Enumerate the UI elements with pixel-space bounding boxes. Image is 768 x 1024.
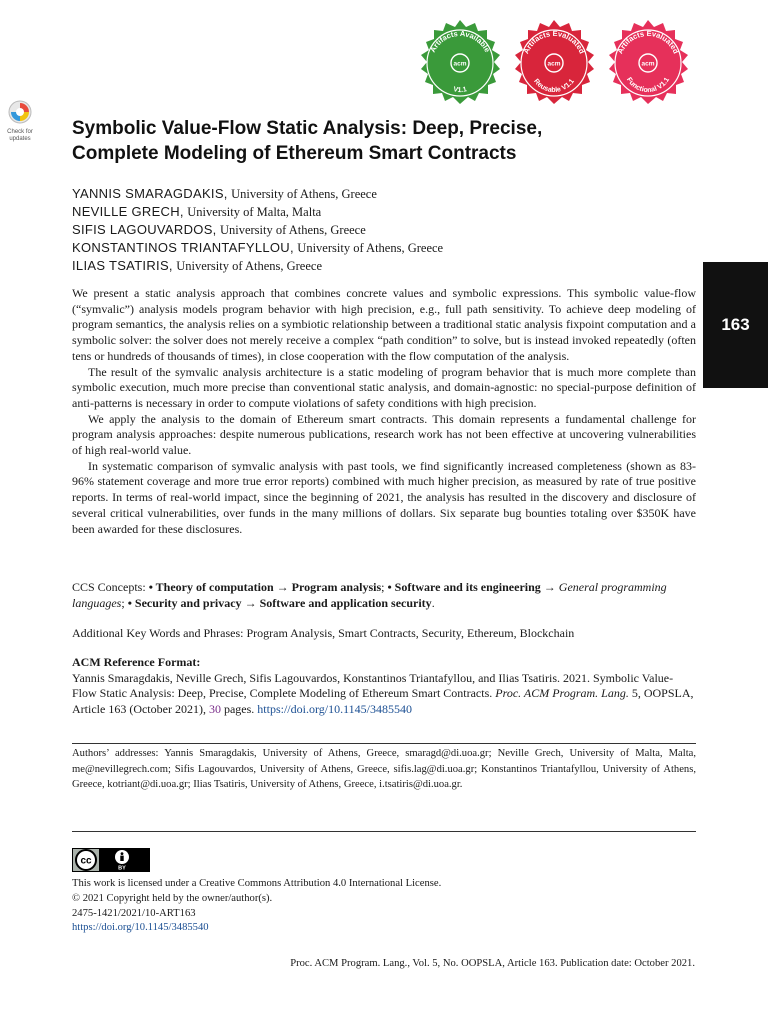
svg-text:Functional V1.1: Functional V1.1 <box>624 76 672 95</box>
svg-text:acm: acm <box>547 60 561 68</box>
svg-text:BY: BY <box>118 865 126 872</box>
author-affiliation: University of Athens, Greece <box>231 187 377 201</box>
divider <box>72 831 696 832</box>
artifacts-reusable-seal-icon <box>508 18 600 110</box>
author-entry <box>72 185 692 203</box>
license-info <box>72 877 572 936</box>
abstract-paragraph-4: In systematic comparison of symvalic analysis with past tools, we find significantly increased completeness (shown as 83-96% statement coverage and more true error reports) combined with much higher precision, as measured by rate of true positive reports. In terms of real-world impact, since the beginning of 2021, the analysis has resulted in the discovery and disclosure of several critical vulnerabilities, over funds in the many millions of dollars. Six separate bug bounties totaling over $350K have been awarded for these disclosures. <box>72 458 696 536</box>
check-for-updates-icon <box>7 100 33 124</box>
author-name: ILIAS TSATIRIS, <box>72 258 173 273</box>
abstract-paragraph-2: The result of the symvalic analysis architecture is a static modeling of program behavior that is much more complete than symbolic execution, much more precise than conventional static analysis, and domain-agnostic: no special-purpose definition of anti-patterns is necessary in order to compute violations of safety conditions with high precision. <box>72 364 696 410</box>
journal-name: Proc. ACM Program. Lang. <box>495 686 629 701</box>
author-name: SIFIS LAGOUVARDOS, <box>72 222 217 237</box>
page-count-link[interactable]: 30 <box>208 702 221 717</box>
abstract <box>72 286 696 537</box>
abstract-paragraph-1: We present a static analysis approach that combines concrete values and symbolic expressions. This symbolic value-flow (“symvalic”) analysis models program behavior with high precision, e.g., full path sensitivity. To achieve deep modeling of program semantics, the analysis relies on a symbiotic relationship between a traditional static analysis fixpoint computation and a symbolic solver: the solver does not merely receive a complex “path condition” to solve, but is instead invoked repeatedly (often tens or hundreds of thousands of times), in close cooperation with the flow computation of the analysis. <box>72 286 696 363</box>
author-name: YANNIS SMARAGDAKIS, <box>72 186 228 201</box>
copyright: © 2021 Copyright held by the owner/author(s). <box>72 892 273 904</box>
author-entry <box>72 221 692 239</box>
ccs-concept: Theory of computation <box>155 580 274 594</box>
license-doi-link[interactable]: https://doi.org/10.1145/3485540 <box>72 922 209 934</box>
author-name: KONSTANTINOS TRIANTAFYLLOU, <box>72 240 294 255</box>
badge-artifacts-available <box>414 18 506 110</box>
author-affiliation: University of Athens, Greece <box>297 241 444 255</box>
article-number-tab <box>703 262 768 388</box>
author-entry <box>72 257 692 275</box>
badge-artifacts-functional <box>602 18 694 110</box>
ccs-concept: Program analysis <box>291 580 382 594</box>
svg-text:acm: acm <box>453 60 467 68</box>
svg-text:cc: cc <box>80 855 92 867</box>
svg-text:V1.1: V1.1 <box>452 86 468 95</box>
svg-text:acm: acm <box>641 60 655 68</box>
check-for-updates-line2: updates <box>9 136 31 142</box>
check-for-updates-badge[interactable] <box>2 100 38 143</box>
cc-by-license-logo[interactable] <box>72 848 150 877</box>
author-entry <box>72 203 692 221</box>
divider <box>72 743 696 744</box>
paper-title <box>72 116 672 166</box>
author-name: NEVILLE GRECH, <box>72 204 184 219</box>
doi-link[interactable]: https://doi.org/10.1145/3485540 <box>257 702 412 717</box>
svg-text:Artifacts Evaluated: Artifacts Evaluated <box>521 28 587 56</box>
paper-title-line2: Complete Modeling of Ethereum Smart Contracts <box>72 143 517 164</box>
keywords: Additional Key Words and Phrases: Program Analysis, Smart Contracts, Security, Ethereum, Blockchain <box>72 626 575 640</box>
ccs-concept: Software and application security <box>259 595 432 610</box>
ccs-concepts: CCS Concepts: • Theory of computation → Program analysis; • Software and its engineering → General programming languages; • Security and privacy → Software and application security. <box>72 580 667 610</box>
author-addresses: Authors’ addresses: Yannis Smaragdakis, University of Athens, Greece, smaragd@di.uoa.gr; Neville Grech, University of Malta, Malta, me@nevillegrech.com; Sifis Lagouvardos, University of Athens, Greece, sifis.lag@di.uoa.gr; Konstantinos Triantafyllou, University of Athens, Greece, kotriant@di.uoa.gr; Ilias Tsatiris, University of Athens, Greece, i.tsatiris@di.uoa.gr. <box>72 748 696 790</box>
ccs-concept: General programming languages <box>72 580 667 610</box>
artifacts-available-seal-icon <box>414 18 506 110</box>
ccs-concept: Security and privacy <box>134 595 242 610</box>
artifacts-functional-seal-icon <box>602 18 694 110</box>
page-footer: Proc. ACM Program. Lang., Vol. 5, No. OOPSLA, Article 163. Publication date: October 2021. <box>290 958 695 969</box>
paper-title-line1: Symbolic Value-Flow Static Analysis: Deep, Precise, <box>72 118 543 139</box>
issn: 2475-1421/2021/10-ART163 <box>72 907 196 919</box>
license-statement: This work is licensed under a Creative Commons Attribution 4.0 International License. <box>72 878 442 889</box>
author-affiliation: University of Athens, Greece <box>176 259 322 273</box>
author-affiliation: University of Malta, Malta <box>187 205 322 219</box>
abstract-paragraph-3: We apply the analysis to the domain of Ethereum smart contracts. This domain represents a fundamental challenge for program analysis approaches: despite numerous publications, research work has not been effective at uncovering vulnerabilities of high real-world value. <box>72 411 696 458</box>
check-for-updates-line1: Check for <box>7 129 33 135</box>
acm-reference-heading: ACM Reference Format: <box>72 655 201 669</box>
svg-text:Artifacts Evaluated: Artifacts Evaluated <box>615 28 681 56</box>
article-number: 163 <box>721 315 750 334</box>
svg-text:Reusable V1.1: Reusable V1.1 <box>532 77 576 95</box>
ccs-concept: Software and its engineering <box>394 580 541 594</box>
acm-reference-format: ACM Reference Format: Yannis Smaragdakis, Neville Grech, Sifis Lagouvardos, Konstantinos Triantafyllou, and Ilias Tsatiris. 2021. Symbolic Value-Flow Static Analysis: Deep, Precise, Complete Modeling of Ethereum Smart Contracts. Proc. ACM Program. Lang. 5, OOPSLA, Article 163 (October 2021), 30 pages. https://doi.org/10.1145/3485540 <box>72 655 694 717</box>
badge-artifacts-reusable <box>508 18 600 110</box>
author-affiliation: University of Athens, Greece <box>219 223 366 237</box>
author-entry <box>72 239 692 257</box>
svg-text:Artifacts Available: Artifacts Available <box>428 28 492 54</box>
author-list <box>72 185 692 275</box>
cc-by-icon <box>72 848 150 872</box>
